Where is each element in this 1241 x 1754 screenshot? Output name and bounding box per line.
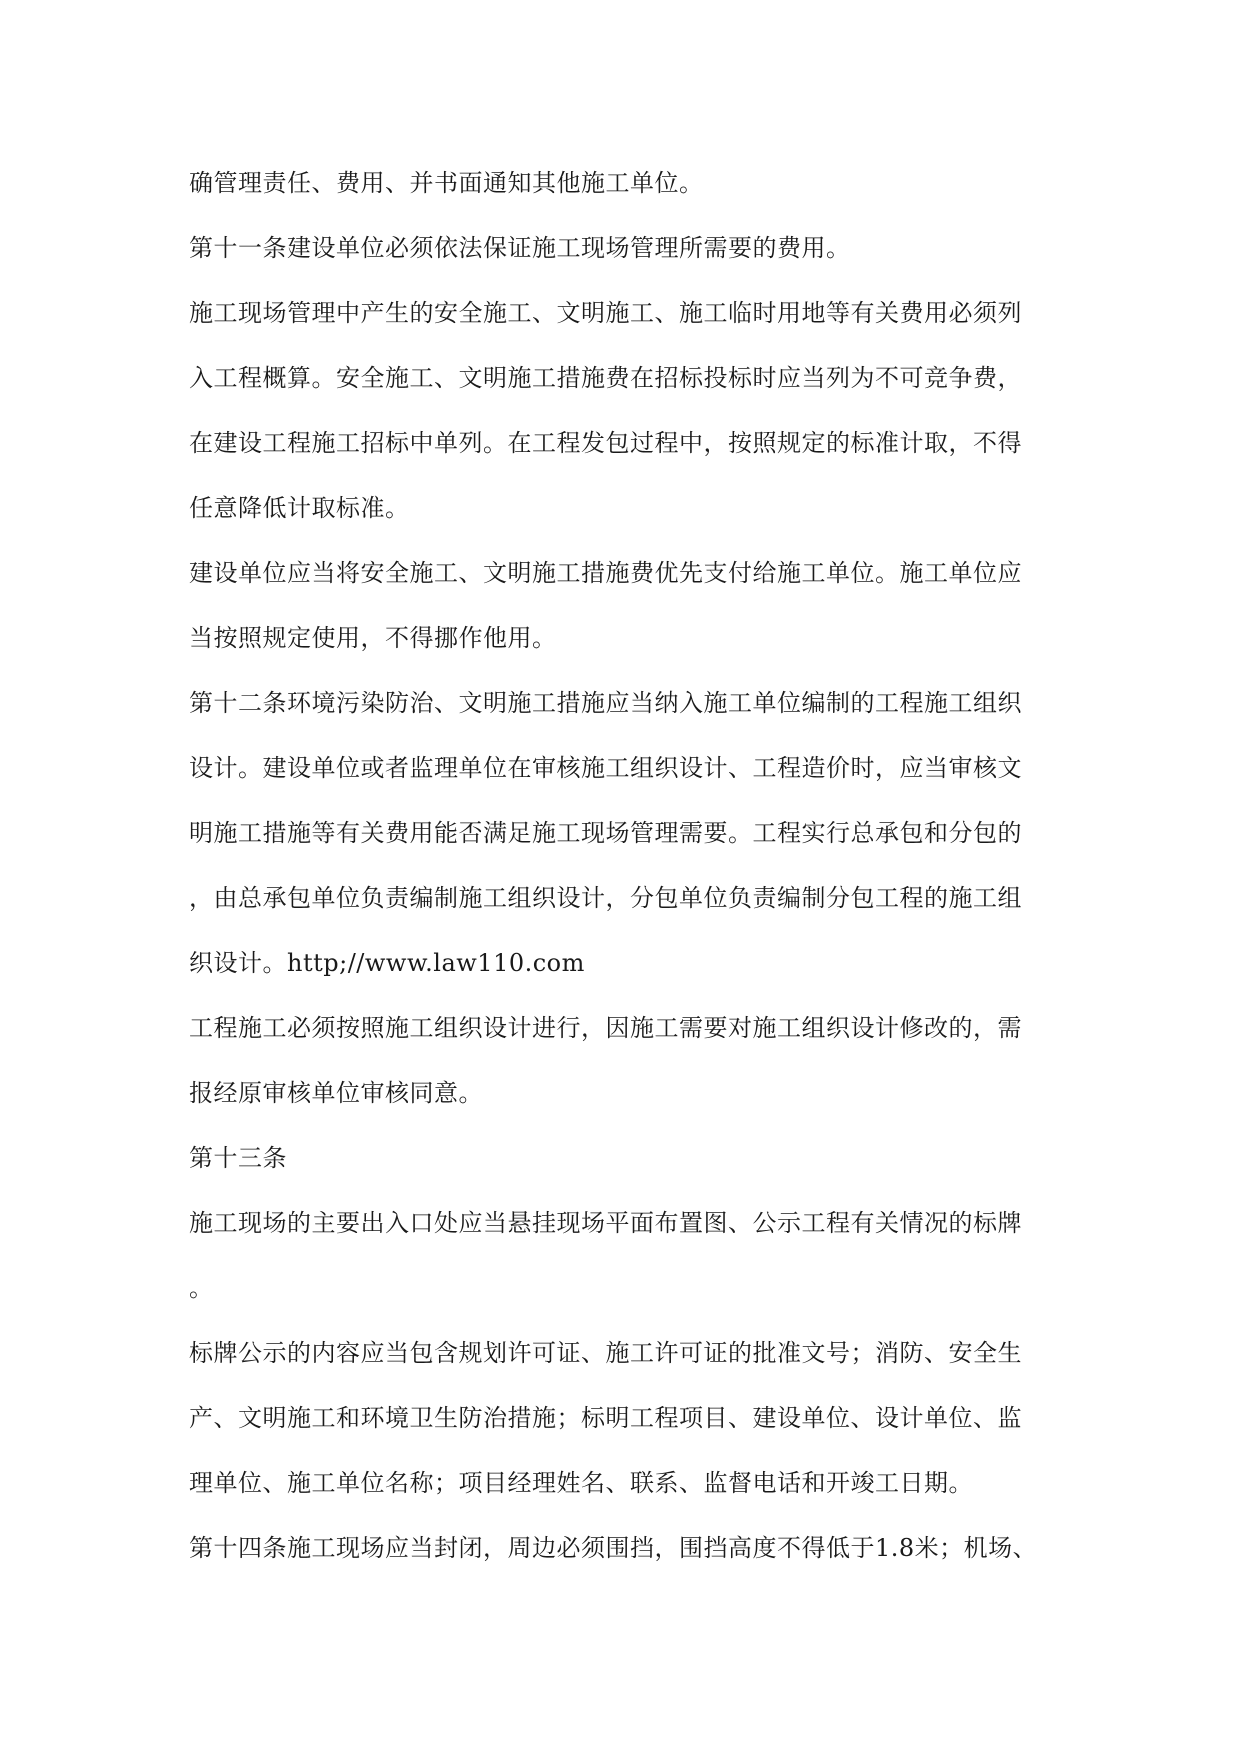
text-line: 理单位、施工单位名称；项目经理姓名、联系、监督电话和开竣工日期。 <box>189 1469 973 1497</box>
text-line: 。 <box>189 1274 214 1302</box>
text-line: 在建设工程施工招标中单列。在工程发包过程中，按照规定的标准计取，不得 <box>189 429 1022 457</box>
text-line: 施工现场管理中产生的安全施工、文明施工、施工临时用地等有关费用必须列 <box>189 299 1022 327</box>
text-line: 明施工措施等有关费用能否满足施工现场管理需要。工程实行总承包和分包的 <box>189 819 1022 847</box>
text-line: 入工程概算。安全施工、文明施工措施费在招标投标时应当列为不可竞争费， <box>189 364 1022 392</box>
text-line: 任意降低计取标准。 <box>189 494 410 522</box>
text-line: 产、文明施工和环境卫生防治措施；标明工程项目、建设单位、设计单位、监 <box>189 1404 1022 1432</box>
text-line: 设计。建设单位或者监理单位在审核施工组织设计、工程造价时，应当审核文 <box>189 754 1022 782</box>
text-line: 第十一条建设单位必须依法保证施工现场管理所需要的费用。 <box>189 234 851 262</box>
text-line: 确管理责任、费用、并书面通知其他施工单位。 <box>189 169 704 197</box>
text-line: 当按照规定使用，不得挪作他用。 <box>189 624 557 652</box>
text-line: 施工现场的主要出入口处应当悬挂现场平面布置图、公示工程有关情况的标牌 <box>189 1209 1022 1237</box>
text-line: 第十二条环境污染防治、文明施工措施应当纳入施工单位编制的工程施工组织 <box>189 689 1022 717</box>
text-line: ，由总承包单位负责编制施工组织设计，分包单位负责编制分包工程的施工组 <box>189 884 1022 912</box>
text-line: 标牌公示的内容应当包含规划许可证、施工许可证的批准文号；消防、安全生 <box>189 1339 1022 1367</box>
text-line: 建设单位应当将安全施工、文明施工措施费优先支付给施工单位。施工单位应 <box>189 559 1022 587</box>
text-line: 第十四条施工现场应当封闭，周边必须围挡，围挡高度不得低于1.8米；机场、 <box>189 1534 1038 1562</box>
document-body <box>189 157 1049 1587</box>
text-line: 织设计。http;//www.law110.com <box>189 949 585 977</box>
text-line: 工程施工必须按照施工组织设计进行，因施工需要对施工组织设计修改的，需 <box>189 1014 1022 1042</box>
text-line: 报经原审核单位审核同意。 <box>189 1079 483 1107</box>
text-line: 第十三条 <box>189 1144 287 1172</box>
